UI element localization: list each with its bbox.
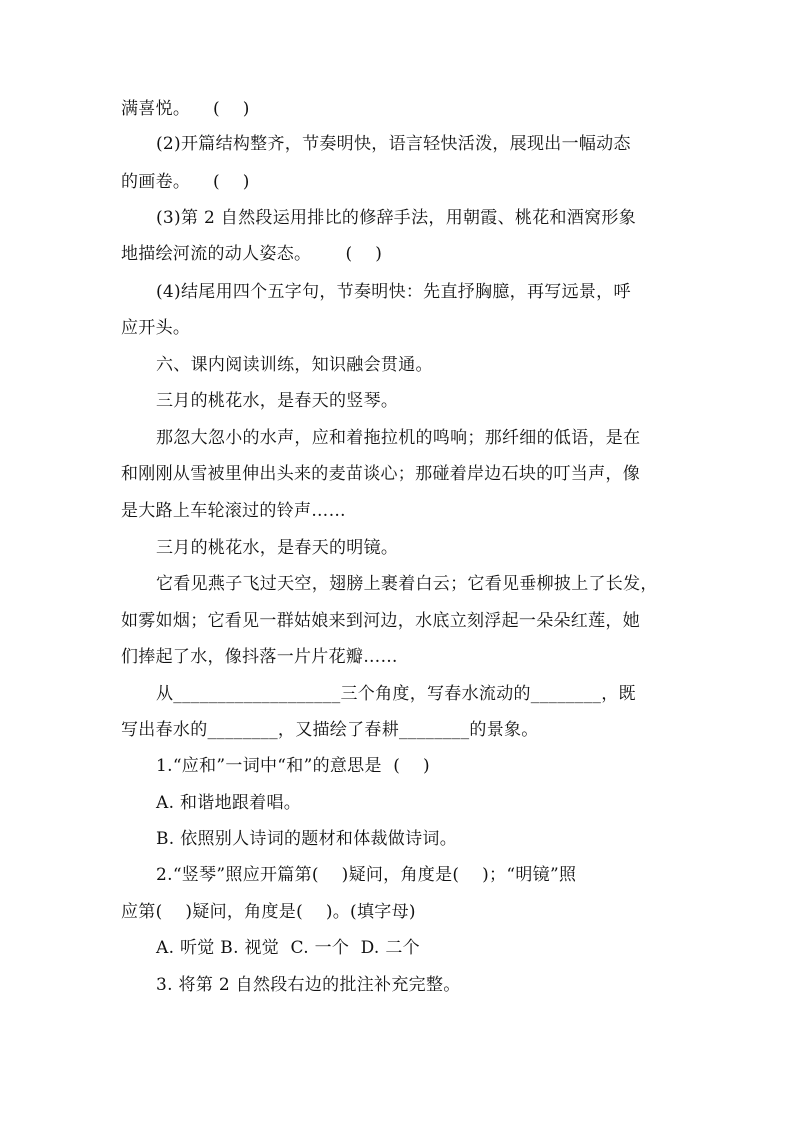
option-line: B. 依照别人诗词的题材和体裁做诗词。 — [156, 829, 457, 849]
text-line: 如雾如烟；它看见一群姑娘来到河边，水底立刻浮起一朵朵红莲，她 — [121, 611, 640, 631]
text-line: 是大路上车轮滚过的铃声…… — [121, 501, 346, 521]
text-line: 那忽大忽小的水声，应和着拖拉机的鸣响；那纤细的低语，是在 — [156, 428, 641, 448]
question-line: 3. 将第 2 自然段右边的批注补充完整。 — [156, 975, 461, 995]
text-line: (4)结尾用四个五字句，节奏明快：先直抒胸臆，再写远景，呼 — [156, 282, 631, 302]
text-line: 满喜悦。 ( ) — [121, 99, 250, 119]
text-line: 应第( )疑问，角度是( )。(填字母) — [121, 902, 416, 922]
option-line: A. 听觉 B. 视觉 C. 一个 D. 二个 — [156, 938, 420, 958]
text-line: 和刚刚从雪被里伸出头来的麦苗谈心；那碰着岸边石块的叮当声，像 — [121, 464, 640, 484]
text-line: 三月的桃花水，是春天的竖琴。 — [156, 391, 399, 411]
text-line: (3)第 2 自然段运用排比的修辞手法，用朝霞、桃花和酒窝形象 — [156, 208, 637, 228]
option-line: A. 和谐地跟着唱。 — [156, 793, 302, 813]
text-line: 们捧起了水，像抖落一片片花瓣…… — [121, 647, 398, 667]
text-line: 三月的桃花水，是春天的明镜。 — [156, 538, 399, 558]
text-line: (2)开篇结构整齐，节奏明快，语言轻快活泼，展现出一幅动态 — [156, 134, 631, 154]
text-line: 应开头。 — [121, 318, 191, 338]
section-heading: 六、课内阅读训练，知识融会贯通。 — [156, 355, 433, 375]
question-line: 1.“应和”一词中“和”的意思是 ( ) — [156, 756, 430, 776]
text-line: 它看见燕子飞过天空，翅膀上裹着白云；它看见垂柳披上了长发， — [156, 574, 658, 594]
text-line: 写出春水的________，又描绘了春耕________的景象。 — [121, 720, 539, 740]
question-line: 2.“竖琴”照应开篇第( )疑问，角度是( )；“明镜”照 — [156, 865, 577, 885]
text-line: 的画卷。 ( ) — [121, 172, 250, 192]
text-line: 从___________________三个角度，写春水流动的________，既 — [156, 684, 636, 704]
text-line: 地描绘河流的动人姿态。 ( ) — [121, 244, 383, 264]
